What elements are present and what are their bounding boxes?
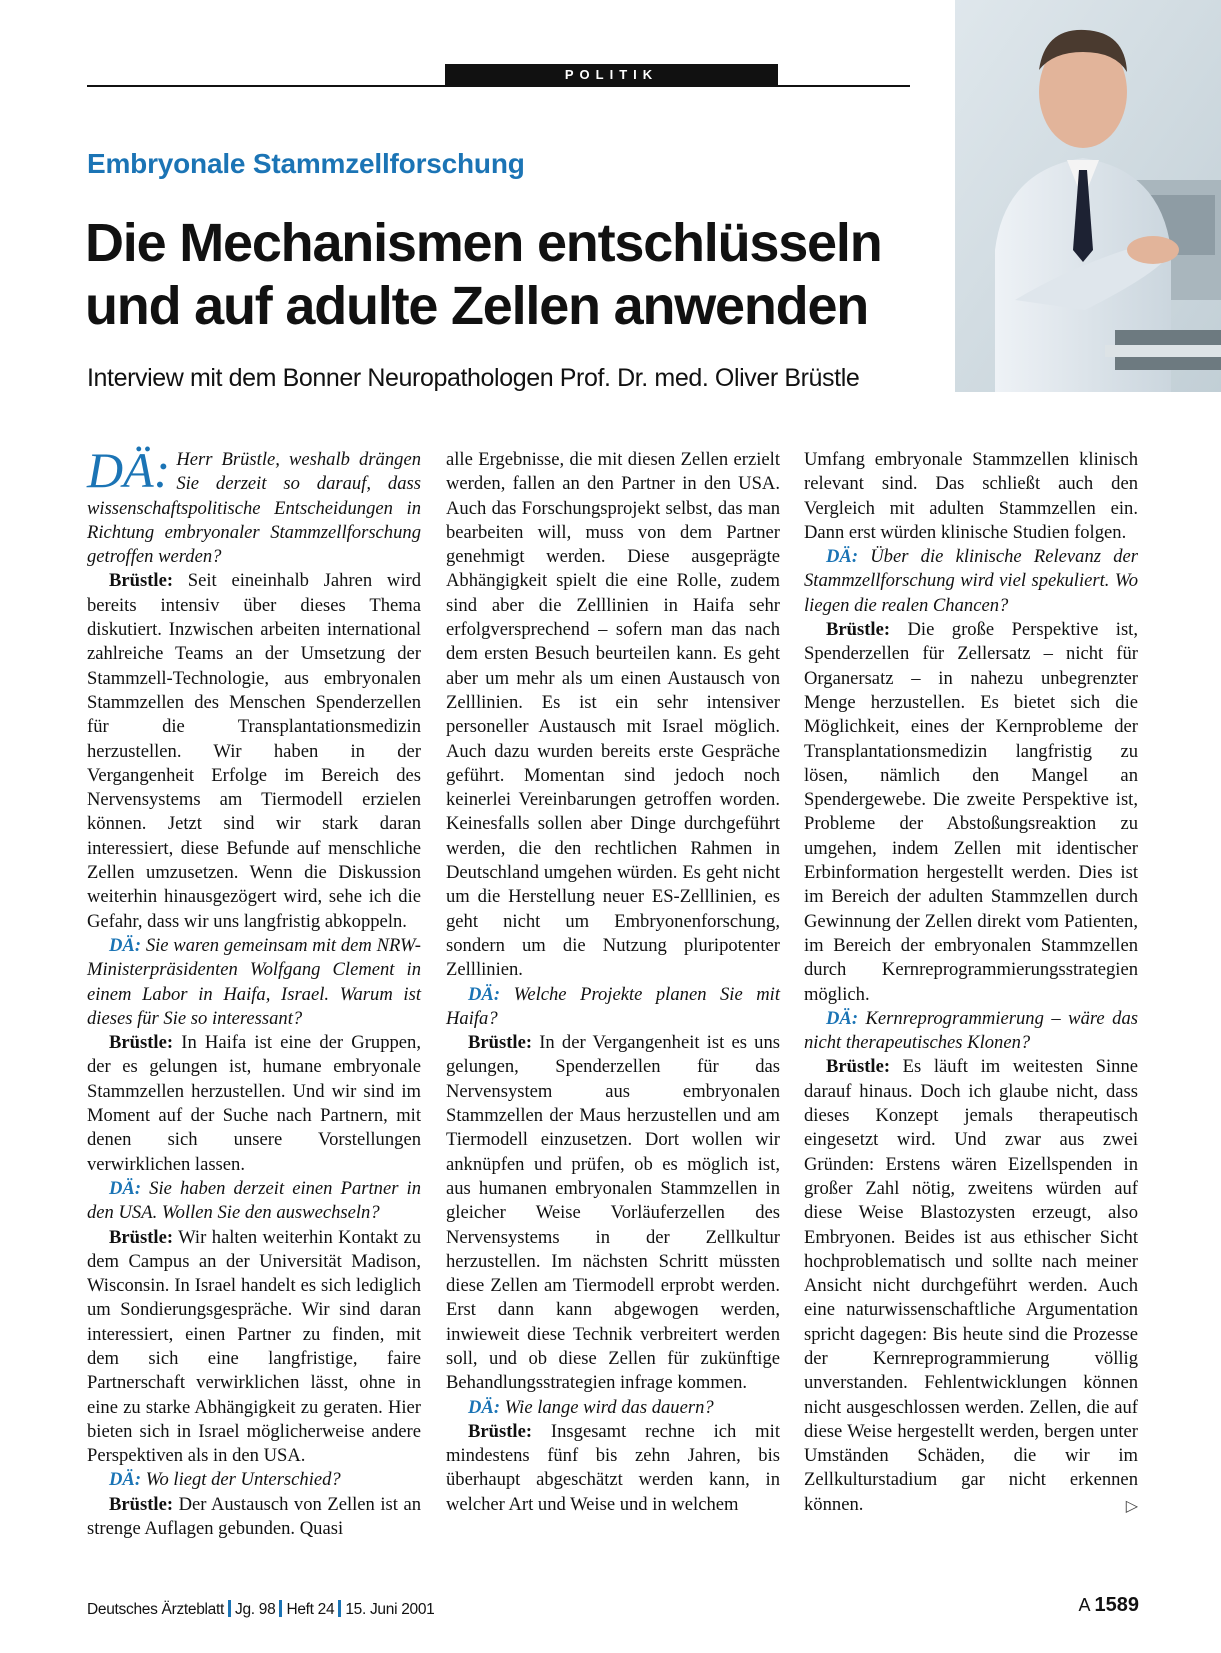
footer-divider [279,1600,282,1617]
answer-text: Es läuft im weitesten Sinne darauf hinaus. Doch ich glaube nicht, dass dieses Konzept jemals therapeutisch eingesetzt wird. Und zwar aus zwei Gründen: Erstens wären Eizellspenden in großer Zahl nötig, zweitens würden auf diese Weise Blastozysten erzeugt, also Embryonen. Beides ist aus ethischer Sicht hochproblematisch und sollte nach meiner Ansicht nicht durchgeführt werden. Auch eine naturwissenschaftliche Argumentation spricht dagegen: Bis heute sind die Prozesse der Kernreprogrammierung völlig unverstanden. Fehlentwicklungen können nicht ausgeschlossen werden. Zellen, die auf diese Weise hergestellt werden, bergen unter Umständen Schäden, die wir im Zellkulturstadium gar nicht erkennen können. [804,1056,1138,1515]
section-label: POLITIK [445,64,778,86]
subtitle: Interview mit dem Bonner Neuropathologen Prof. Dr. med. Oliver Brüstle [87,364,860,392]
answer-marker: Brüstle: [468,1420,533,1442]
question-text: Wo liegt der Unterschied? [145,1469,341,1491]
question-marker: DÄ: [109,934,142,956]
answer-1 [87,569,421,933]
answer-marker: Brüstle: [109,570,174,592]
question-5 [446,983,780,1032]
question-text: Sie waren gemeinsam mit dem NRW-Ministerpräsidenten Wolfgang Clement in einem Labor in Haifa, Israel. Warum ist dieses für Sie so interessant? [87,934,421,1029]
article-column-1 [87,442,422,1541]
answer-8 [804,1055,1138,1517]
answer-text: Der Austausch von Zellen ist an strenge Auflagen gebunden. Quasi [87,1493,421,1540]
answer-text: Insgesamt rechne ich mit mindestens fünf bis zehn Jahren, bis überhaupt abgeschätzt werden kann, in welcher Art und Weise und in welchem [446,1420,780,1515]
question-text: Kernreprogrammierung – wäre das nicht therapeutisches Klonen? [804,1007,1138,1054]
answer-marker: Brüstle: [109,1226,174,1248]
kicker: Embryonale Stammzellforschung [87,148,525,179]
answer-7 [804,618,1138,1007]
question-marker: DÄ: [826,1007,859,1029]
answer-marker: Brüstle: [109,1032,174,1054]
footer-divider [228,1600,231,1617]
dropcap: DÄ: [87,442,171,498]
journal-name: Deutsches Ärzteblatt [87,1601,225,1618]
answer-marker: Brüstle: [109,1493,174,1515]
article-column-3 [804,448,1138,1519]
question-marker: DÄ: [468,1396,501,1418]
question-8 [804,1007,1138,1056]
answer-2 [87,1031,421,1177]
question-7 [804,545,1138,618]
answer-marker: Brüstle: [826,1056,891,1078]
answer-text: Wir halten weiterhin Kontakt zu dem Campus an der Universität Madison, Wisconsin. In Israel handelt es sich lediglich um Sondierungsgespräche. Wir sind daran interessiert, einen Partner zu finden, mit dem sich eine langfristige, faire Partnerschaft verwirklichen lässt, ohne in eine zu starke Abhängigkeit zu geraten. Hier bieten sich in Israel möglicherweise andere Perspektiven als in den USA. [87,1226,422,1467]
headline [85,212,965,338]
portrait-photo [955,0,1221,392]
answer-text: Die große Perspektive ist, Spenderzellen für Zellersatz – nicht für Organersatz – in nahezu unbegrenzter Menge herzustellen. Es bietet sich die Möglichkeit, eines der Kernprobleme der Transplantationsmedizin langfristig zu lösen, nämlich den Mangel an Spendergewebe. Die zweite Perspektive ist, Probleme der Abstoßungsreaktion zu umgehen, indem Zellen mit identischer Erbinformation hergestellt werden. Dies ist im Bereich der adulten Stammzellen durch Gewinnung der Zellen direkt vom Patienten, im Bereich der embryonalen Stammzellen durch Kernreprogrammierungsstrategien möglich. [804,619,1138,1005]
question-text: Über die klinische Relevanz der Stammzellforschung wird viel spekuliert. Wo liegen die realen Chancen? [804,546,1138,616]
question-6 [446,1396,780,1420]
question-text: Welche Projekte planen Sie mit Haifa? [446,983,781,1029]
journal-issue: Heft 24 [286,1601,335,1618]
answer-4 [87,1493,421,1542]
journal-volume: Jg. 98 [235,1601,276,1618]
article-column-2 [446,448,780,1517]
answer-4-continued: alle Ergebnisse, die mit diesen Zellen erzielt werden, fallen an den Partner in den USA. Auch das Forschungsprojekt selbst, das man bearbeiten will, muss von dem Partner genehmigt werden. Diese ausgeprägte Abhängigkeit spielt die eine Rolle, zudem sind aber die Zelllinien in Haifa sehr erfolgversprechend – sofern man das nach dem ersten Besuch beurteilen kann. Es geht aber um mehr als um einen Austausch von Zelllinien. Es ist ein sehr intensiver personeller Austausch mit Israel möglich. Auch dazu wurden bereits erste Gespräche geführt. Momentan sind jedoch noch keinerlei Vereinbarungen getroffen worden. Keinesfalls sollen aber Dinge durchgeführt werden, die den rechtlichen Rahmen in Deutschland umgehen würden. Es geht nicht um die Herstellung neuer ES-Zelllinien, es geht nicht um Embryonenforschung, sondern um die Nutzung pluripotenter Zelllinien. [446,449,780,981]
footer-citation [87,1600,435,1619]
page-number [1078,1594,1139,1617]
question-marker: DÄ: [468,983,501,1005]
question-text: Wie lange wird das dauern? [504,1396,714,1418]
journal-date: 15. Juni 2001 [345,1601,435,1618]
question-text: Herr Brüstle, weshalb drängen Sie derzeit so darauf, dass wissenschaftspolitische Entscheidungen in Richtung embryonaler Stammzellforschung getroffen werden? [87,449,421,568]
answer-6-continued: Umfang embryonale Stammzellen klinisch relevant sind. Das schließt auch den Vergleich mit adulten Stammzellen ein. Dann erst würden klinische Studien folgen. [804,449,1138,543]
question-marker: DÄ: [109,1177,142,1199]
portrait-illustration [955,0,1221,392]
answer-5 [446,1031,780,1395]
answer-6 [446,1420,780,1517]
question-4 [87,1468,421,1492]
question-1 [87,442,421,569]
question-3 [87,1177,421,1226]
answer-marker: Brüstle: [826,619,891,641]
answer-text: In der Vergangenheit ist es uns gelungen, Spenderzellen für das Nervensystem aus embryonalen Stammzellen der Maus herzustellen und am Tiermodell einzusetzen. Dort wollen wir anknüpfen und prüfen, ob es möglich ist, aus humanen embryonalen Stammzellen in gleicher Weise Vorläuferzellen des Nervensystems in der Zellkultur herzustellen. Im nächsten Schritt müssten diese Zellen am Tiermodell erprobt werden. Erst dann kann abgewogen werden, inwieweit diese Technik verbreitert werden soll, und ob diese Zellen für zukünftige Behandlungsstrategien infrage kommen. [446,1032,780,1394]
answer-3 [87,1226,421,1469]
question-2 [87,934,421,1031]
answer-text: Seit eineinhalb Jahren wird bereits intensiv über dieses Thema diskutiert. Inzwischen arbeiten international zahlreiche Teams an der Umsetzung der Stammzell-Technologie, aus embryonalen Stammzellen des Menschen Spenderzellen für die Transplantationsmedizin herzustellen. Wir haben in der Vergangenheit Erfolge im Bereich des Nervensystems am Tiermodell erzielen können. Jetzt sind wir stark daran interessiert, diese Befunde auf menschliche Zellen umzusetzen. Wenn die Diskussion weiterhin hinausgezögert wird, sehe ich die Gefahr, dass wir uns langfristig abkoppeln. [87,570,421,932]
answer-marker: Brüstle: [468,1032,533,1054]
headline-line-1: Die Mechanismen entschlüsseln [85,213,882,273]
headline-line-2: und auf adulte Zellen anwenden [85,276,869,336]
page-number-value: 1589 [1094,1594,1139,1616]
question-text: Sie haben derzeit einen Partner in den USA. Wollen Sie den auswechseln? [87,1177,421,1224]
answer-text: In Haifa ist eine der Gruppen, der es gelungen ist, humane embryonale Stammzellen herzustellen. Und wir sind im Moment auf der Suche nach Partnern, mit denen sich unsere Vorstellungen verwirklichen lassen. [87,1032,421,1175]
footer-divider [338,1600,341,1617]
continue-arrow-icon: ▷ [1125,1497,1138,1515]
page-prefix: A [1078,1595,1091,1615]
question-marker: DÄ: [826,546,859,568]
question-marker: DÄ: [109,1469,142,1491]
